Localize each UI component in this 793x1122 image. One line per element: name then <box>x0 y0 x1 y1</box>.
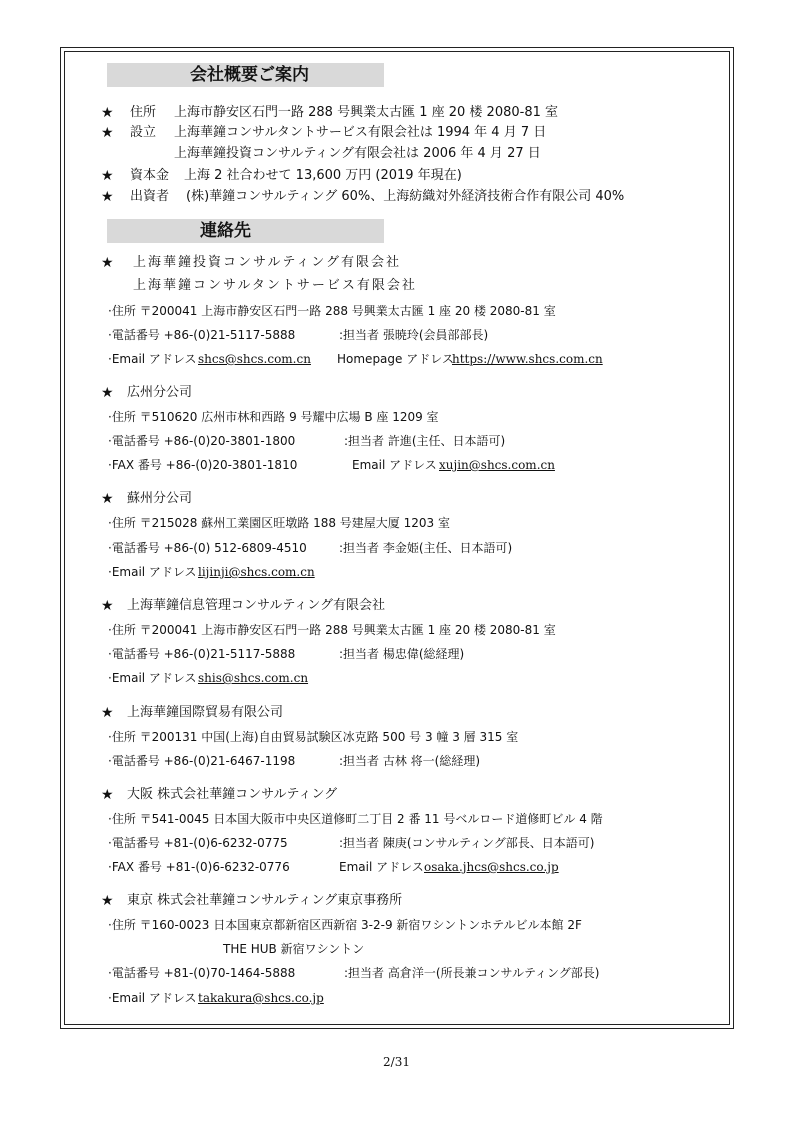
hq-address: ·住所 〒200041 上海市静安区石門一路 288 号興業太古匯 1 座 20 楼 2080-81 室 <box>108 304 556 318</box>
osaka-email-label: Email アドレス <box>339 860 424 874</box>
trade-phone: ·電話番号 +86-(0)21-6467-1198 <box>108 754 296 768</box>
info-mgmt-phone: ·電話番号 +86-(0)21-5117-5888 <box>108 647 296 661</box>
tokyo-email-label: ·Email アドレス <box>108 991 197 1005</box>
hq-homepage-link[interactable]: https://www.shcs.com.cn <box>452 352 603 366</box>
info-mgmt-email-link[interactable]: shis@shcs.com.cn <box>198 671 309 685</box>
tokyo-contact: :担当者 高倉洋一(所長兼コンサルティング部長) <box>344 966 600 980</box>
guangzhou-phone: ·電話番号 +86-(0)20-3801-1800 <box>108 434 296 448</box>
company-capital-label: 資本金 <box>130 168 170 183</box>
suzhou-contact: :担当者 李金姫(主任、日本語可) <box>339 541 513 555</box>
info-mgmt-address: ·住所 〒200041 上海市静安区石門一路 288 号興業太古匯 1 座 20 楼 2080-81 室 <box>108 623 556 637</box>
osaka-fax: ·FAX 番号 +81-(0)6-6232-0776 <box>108 860 290 874</box>
company-address-row <box>130 105 558 121</box>
hq-email-label: ·Email アドレス <box>108 352 197 366</box>
star-icon: ★ <box>101 189 114 205</box>
star-icon: ★ <box>101 598 114 614</box>
star-icon: ★ <box>101 491 114 507</box>
star-icon: ★ <box>101 385 114 401</box>
osaka-phone: ·電話番号 +81-(0)6-6232-0775 <box>108 836 288 850</box>
suzhou-name: 蘇州分公司 <box>127 491 193 506</box>
company-investor-row <box>130 189 624 205</box>
company-capital: 上海 2 社合わせて 13,600 万円 (2019 年現在) <box>184 168 462 183</box>
osaka-contact: :担当者 陳庚(コンサルティング部長、日本語可) <box>339 836 595 850</box>
tokyo-address-2: THE HUB 新宿ワシントン <box>223 942 365 956</box>
page-number: 2/31 <box>383 1055 410 1069</box>
star-icon: ★ <box>101 168 114 184</box>
company-founded-row <box>130 125 546 141</box>
suzhou-email-label: ·Email アドレス <box>108 565 197 579</box>
company-investor: (株)華鐘コンサルティング 60%、上海紡織対外経済技術合作有限公司 40% <box>186 189 625 204</box>
company-capital-row <box>130 168 462 184</box>
guangzhou-name: 広州分公司 <box>127 385 193 400</box>
star-icon: ★ <box>101 893 114 909</box>
tokyo-name: 東京 株式会社華鐘コンサルティング東京事務所 <box>127 893 403 908</box>
info-mgmt-email-label: ·Email アドレス <box>108 671 197 685</box>
suzhou-phone: ·電話番号 +86-(0) 512-6809-4510 <box>108 541 307 555</box>
star-icon: ★ <box>101 105 114 121</box>
company-address: 上海市静安区石門一路 288 号興業太古匯 1 座 20 楼 2080-81 室 <box>174 105 559 120</box>
company-heading: 会社概要ご案内 <box>190 65 309 85</box>
company-investor-label: 出資者 <box>130 189 170 204</box>
guangzhou-email-label: Email アドレス <box>352 458 437 472</box>
guangzhou-email-link[interactable]: xujin@shcs.com.cn <box>439 458 555 472</box>
trade-name: 上海華鐘国際貿易有限公司 <box>127 705 284 720</box>
company-founded-label: 設立 <box>130 125 157 140</box>
osaka-name: 大阪 株式会社華鐘コンサルティング <box>127 787 338 802</box>
osaka-address: ·住所 〒541-0045 日本国大阪市中央区道修町二丁目 2 番 11 号ベルロード道修町ビル 4 階 <box>108 812 603 826</box>
hq-name-2: 上海華鐘コンサルタントサービス有限会社 <box>133 278 417 293</box>
hq-phone: ·電話番号 +86-(0)21-5117-5888 <box>108 328 296 342</box>
guangzhou-address: ·住所 〒510620 広州市林和西路 9 号耀中広場 B 座 1209 室 <box>108 410 439 424</box>
tokyo-address: ·住所 〒160-0023 日本国東京都新宿区西新宿 3-2-9 新宿ワシントンホテルビル本館 2F <box>108 918 582 932</box>
hq-name-1: 上海華鐘投資コンサルティング有限会社 <box>133 255 402 270</box>
tokyo-email-link[interactable]: takakura@shcs.co.jp <box>198 991 324 1005</box>
hq-contact: :担当者 張暁玲(会員部部長) <box>339 328 489 342</box>
osaka-email-link[interactable]: osaka.jhcs@shcs.co.jp <box>424 860 559 874</box>
company-address-label: 住所 <box>130 105 157 120</box>
trade-address: ·住所 〒200131 中国(上海)自由貿易試験区冰克路 500 号 3 幢 3 層 315 室 <box>108 730 519 744</box>
star-icon: ★ <box>101 255 114 271</box>
contacts-heading: 連絡先 <box>200 221 251 241</box>
info-mgmt-contact: :担当者 楊忠偉(総経理) <box>339 647 465 661</box>
company-founded-1: 上海華鐘コンサルタントサービス有限会社は 1994 年 4 月 7 日 <box>174 125 547 140</box>
guangzhou-fax: ·FAX 番号 +86-(0)20-3801-1810 <box>108 458 298 472</box>
tokyo-phone: ·電話番号 +81-(0)70-1464-5888 <box>108 966 296 980</box>
company-founded-2: 上海華鐘投資コンサルティング有限会社は 2006 年 4 月 27 日 <box>174 146 541 161</box>
info-mgmt-name: 上海華鐘信息管理コンサルティング有限会社 <box>127 598 386 613</box>
hq-homepage-label: Homepage アドレス <box>337 352 454 366</box>
star-icon: ★ <box>101 787 114 803</box>
star-icon: ★ <box>101 705 114 721</box>
star-icon: ★ <box>101 125 114 141</box>
hq-email-link[interactable]: shcs@shcs.com.cn <box>198 352 311 366</box>
guangzhou-contact: :担当者 許進(主任、日本語可) <box>344 434 506 448</box>
suzhou-email-link[interactable]: lijinji@shcs.com.cn <box>198 565 315 579</box>
trade-contact: :担当者 古林 将一(総経理) <box>339 754 481 768</box>
suzhou-address: ·住所 〒215028 蘇州工業園区旺墩路 188 号建屋大厦 1203 室 <box>108 516 450 530</box>
